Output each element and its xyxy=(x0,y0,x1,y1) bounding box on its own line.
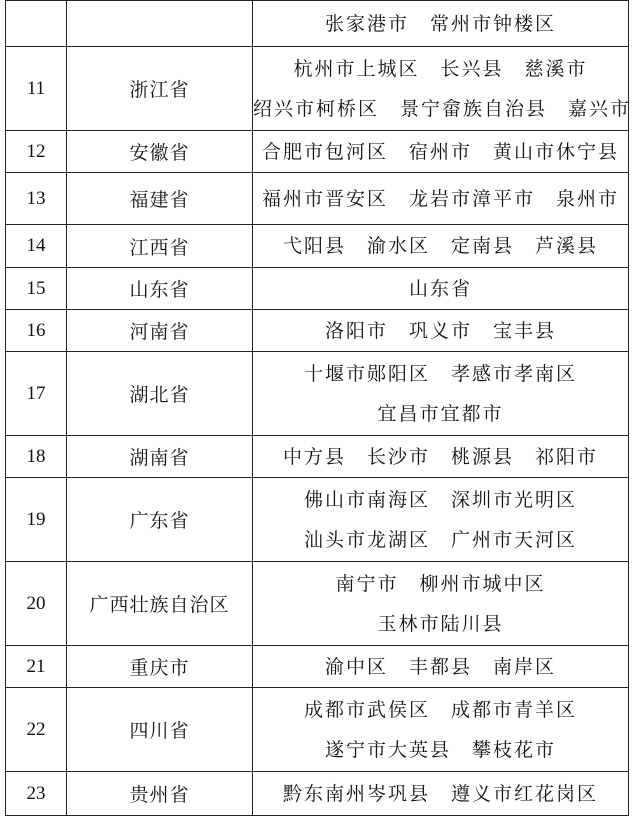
location-line: 南宁市 柳州市城中区 xyxy=(335,572,546,595)
locations-cell xyxy=(253,225,629,268)
table-row xyxy=(6,478,629,562)
province-cell: 湖南省 xyxy=(67,436,253,478)
region-table xyxy=(5,0,632,816)
location-line: 洛阳市 巩义市 宝丰县 xyxy=(324,319,556,342)
row-number: 23 xyxy=(6,772,67,816)
province-cell: 广东省 xyxy=(67,478,253,562)
location-line: 玉林市陆川县 xyxy=(377,612,504,635)
row-number: 12 xyxy=(6,131,67,173)
locations-cell xyxy=(253,478,629,562)
location-line: 渝中区 丰都县 南岸区 xyxy=(324,655,556,678)
table-row xyxy=(6,310,629,352)
province-cell: 湖北省 xyxy=(67,352,253,436)
location-line: 弋阳县 渝水区 定南县 芦溪县 xyxy=(282,235,598,257)
location-line: 成都市武侯区 成都市青羊区 xyxy=(303,698,577,721)
locations-cell xyxy=(253,310,629,352)
location-line: 十堰市郧阳区 孝感市孝南区 xyxy=(303,362,577,385)
location-line: 山东省 xyxy=(408,277,472,300)
row-number: 20 xyxy=(6,562,67,646)
table-row xyxy=(6,173,629,225)
province-cell: 河南省 xyxy=(67,310,253,352)
table-row xyxy=(6,352,629,436)
location-line: 佛山市南海区 深圳市光明区 xyxy=(303,488,577,511)
table-row xyxy=(6,688,629,772)
table-row xyxy=(6,562,629,646)
row-number: 14 xyxy=(6,225,67,268)
location-line: 福州市晋安区 龙岩市漳平市 泉州市 xyxy=(261,187,619,210)
region-table-body xyxy=(6,1,632,816)
row-number: 11 xyxy=(6,47,67,131)
province-cell xyxy=(67,1,253,47)
location-line: 汕头市龙湖区 广州市天河区 xyxy=(303,528,577,551)
row-number: 21 xyxy=(6,646,67,688)
row-number: 17 xyxy=(6,352,67,436)
locations-cell xyxy=(253,268,629,310)
locations-cell xyxy=(253,173,629,225)
locations-cell xyxy=(253,1,629,47)
location-line: 黔东南州岑巩县 遵义市红花岗区 xyxy=(282,782,598,805)
province-cell: 福建省 xyxy=(67,173,253,225)
locations-cell xyxy=(253,131,629,173)
province-cell: 浙江省 xyxy=(67,47,253,131)
row-number: 18 xyxy=(6,436,67,478)
locations-cell xyxy=(253,688,629,772)
location-line: 绍兴市柯桥区 景宁畲族自治县 嘉兴市 xyxy=(253,97,632,120)
table-row xyxy=(6,1,629,47)
province-cell: 贵州省 xyxy=(67,772,253,816)
location-line: 遂宁市大英县 攀枝花市 xyxy=(324,738,556,761)
locations-cell xyxy=(253,772,629,816)
locations-cell xyxy=(253,352,629,436)
location-line: 中方县 长沙市 桃源县 祁阳市 xyxy=(282,445,598,468)
location-line: 张家港市 常州市钟楼区 xyxy=(324,12,556,35)
location-line: 合肥市包河区 宿州市 黄山市休宁县 xyxy=(261,140,619,163)
province-cell: 安徽省 xyxy=(67,131,253,173)
province-cell: 山东省 xyxy=(67,268,253,310)
row-number: 16 xyxy=(6,310,67,352)
table-row xyxy=(6,268,629,310)
table-row xyxy=(6,436,629,478)
table-row xyxy=(6,131,629,173)
table-row xyxy=(6,225,629,268)
table-row xyxy=(6,47,629,131)
table-row xyxy=(6,646,629,688)
province-cell: 四川省 xyxy=(67,688,253,772)
table-row xyxy=(6,772,629,816)
row-number: 22 xyxy=(6,688,67,772)
location-line: 宜昌市宜都市 xyxy=(377,402,504,425)
locations-cell xyxy=(253,436,629,478)
location-line: 杭州市上城区 长兴县 慈溪市 xyxy=(293,57,588,80)
row-number: 19 xyxy=(6,478,67,562)
locations-cell xyxy=(253,47,632,131)
province-cell: 重庆市 xyxy=(67,646,253,688)
region-table-container xyxy=(5,0,632,816)
province-cell: 广西壮族自治区 xyxy=(67,562,253,646)
province-cell: 江西省 xyxy=(67,225,253,268)
locations-cell xyxy=(253,646,629,688)
row-number xyxy=(6,1,67,47)
row-number: 15 xyxy=(6,268,67,310)
locations-cell xyxy=(253,562,629,646)
row-number: 13 xyxy=(6,173,67,225)
